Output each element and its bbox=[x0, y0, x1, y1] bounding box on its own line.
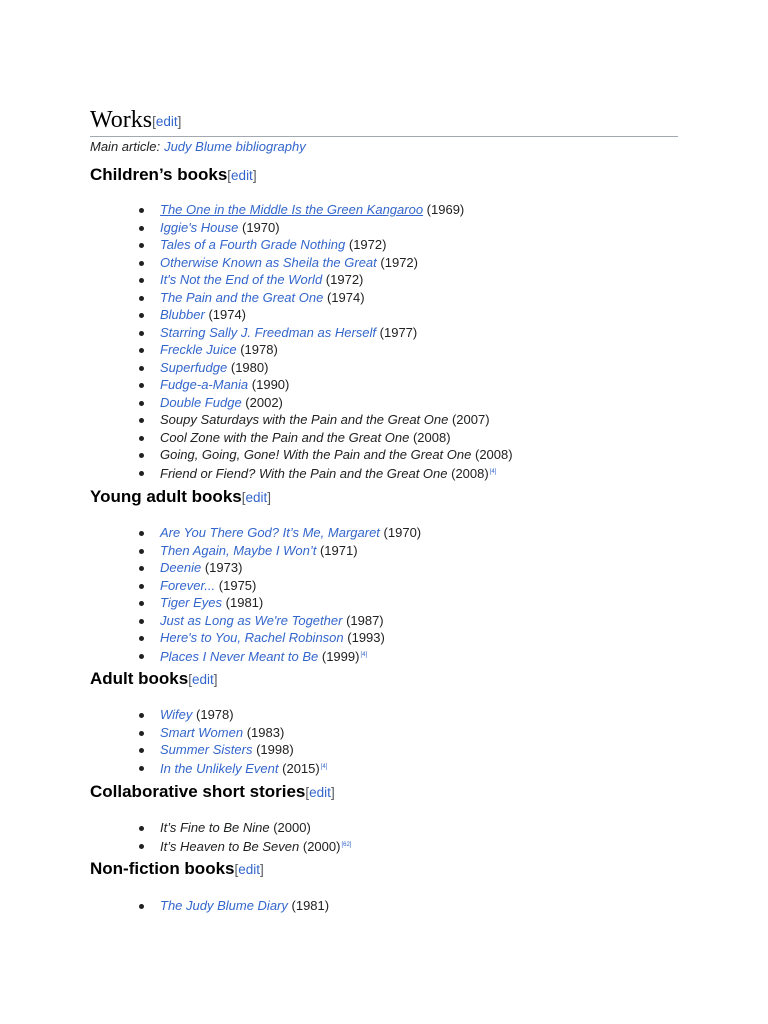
book-title-link[interactable]: Just as Long as We're Together bbox=[160, 612, 343, 628]
book-title-link[interactable]: The Pain and the Great One bbox=[160, 289, 324, 305]
works-heading-text: Works bbox=[90, 107, 153, 133]
edit-link-childrens-books[interactable]: [edit] bbox=[227, 168, 257, 183]
list-item: Just as Long as We're Together (1987) bbox=[0, 612, 421, 630]
adult-heading-text: Adult books bbox=[90, 669, 189, 688]
story-title: It’s Fine to Be Nine bbox=[160, 820, 270, 835]
list-item: Fudge-a-Mania (1990) bbox=[0, 376, 513, 394]
book-title-link[interactable]: Freckle Juice bbox=[160, 342, 237, 357]
childrens-books-list bbox=[0, 201, 513, 481]
main-article-hatnote bbox=[90, 139, 306, 154]
section-heading-collaborative-short-stories bbox=[90, 781, 335, 804]
list-item: Superfudge (1980) bbox=[0, 359, 513, 377]
list-item: Iggie's House (1970) bbox=[0, 219, 513, 237]
main-article-prefix: Main article: bbox=[90, 139, 161, 154]
list-item: It's Not the End of the World (1972) bbox=[0, 271, 513, 289]
section-heading-non-fiction-books bbox=[90, 858, 264, 881]
section-heading-young-adult-books bbox=[90, 486, 271, 509]
book-title: Soupy Saturdays with the Pain and the Great One bbox=[160, 412, 449, 427]
edit-link-collaborative-short-stories[interactable]: [edit] bbox=[305, 785, 335, 800]
list-item: Then Again, Maybe I Won’t (1971) bbox=[0, 542, 421, 560]
list-item: Here's to You, Rachel Robinson (1993) bbox=[0, 629, 421, 647]
list-item: Deenie (1973) bbox=[0, 559, 421, 577]
section-heading-adult-books bbox=[90, 668, 218, 691]
list-item: Tiger Eyes (1981) bbox=[0, 594, 421, 612]
section-heading-childrens-books bbox=[90, 164, 257, 187]
adult-books-list bbox=[0, 706, 327, 776]
list-item: Cool Zone with the Pain and the Great One (2008) bbox=[0, 429, 513, 447]
story-title: It’s Heaven to Be Seven bbox=[160, 838, 300, 854]
edit-link-non-fiction-books[interactable]: [edit] bbox=[234, 862, 264, 877]
list-item: The Pain and the Great One (1974) bbox=[0, 289, 513, 307]
nonfiction-heading-text: Non-fiction books bbox=[90, 859, 235, 878]
edit-link-young-adult-books[interactable]: [edit] bbox=[241, 490, 272, 505]
book-title-link[interactable]: Tales of a Fourth Grade Nothing bbox=[160, 237, 346, 252]
book-title: Friend or Fiend? With the Pain and the Great One bbox=[160, 465, 448, 481]
list-item: Blubber (1974) bbox=[0, 306, 513, 324]
book-title-link[interactable]: Fudge-a-Mania bbox=[160, 377, 249, 392]
list-item: The Judy Blume Diary (1981) bbox=[0, 897, 329, 915]
list-item: Tales of a Fourth Grade Nothing (1972) bbox=[0, 236, 513, 254]
book-title-link[interactable]: Deenie bbox=[160, 560, 202, 575]
citation-link[interactable]: [62] bbox=[341, 841, 352, 848]
list-item: The One in the Middle Is the Green Kangaroo (1969) bbox=[0, 201, 513, 219]
book-title-link[interactable]: Summer Sisters bbox=[160, 742, 253, 757]
list-item: Forever... (1975) bbox=[0, 577, 421, 595]
non-fiction-books-list bbox=[0, 897, 329, 915]
book-title: Cool Zone with the Pain and the Great One bbox=[160, 429, 410, 445]
citation-link[interactable]: [4] bbox=[320, 763, 328, 770]
list-item: Double Fudge (2002) bbox=[0, 394, 513, 412]
book-title-link[interactable]: Then Again, Maybe I Won’t bbox=[160, 542, 317, 558]
book-title-link[interactable]: Blubber bbox=[160, 307, 205, 322]
book-title-link[interactable]: Here's to You, Rachel Robinson bbox=[160, 630, 344, 645]
list-item: Going, Going, Gone! With the Pain and the Great One (2008) bbox=[0, 446, 513, 464]
list-item: Places I Never Meant to Be (1999)[4] bbox=[0, 647, 421, 665]
young-adult-heading-text: Young adult books bbox=[90, 487, 242, 506]
citation-link[interactable]: [4] bbox=[489, 468, 497, 475]
book-title-link[interactable]: Smart Women bbox=[160, 724, 244, 740]
book-title-link[interactable]: In the Unlikely Event bbox=[160, 760, 279, 776]
list-item: Friend or Fiend? With the Pain and the Great One (2008)[4] bbox=[0, 464, 513, 482]
childrens-heading-text: Children’s books bbox=[90, 165, 228, 184]
list-item: Starring Sally J. Freedman as Herself (1977) bbox=[0, 324, 513, 342]
book-title-link[interactable]: Otherwise Known as Sheila the Great bbox=[160, 254, 377, 270]
list-item: Soupy Saturdays with the Pain and the Great One (2007) bbox=[0, 411, 513, 429]
collab-heading-text: Collaborative short stories bbox=[90, 782, 306, 801]
book-title-link[interactable]: Tiger Eyes bbox=[160, 595, 223, 610]
main-article-link[interactable]: Judy Blume bibliography bbox=[164, 139, 306, 154]
list-item: It’s Fine to Be Nine (2000) bbox=[0, 819, 351, 837]
list-item: Wifey (1978) bbox=[0, 706, 327, 724]
section-heading-works bbox=[90, 105, 678, 137]
list-item: Smart Women (1983) bbox=[0, 724, 327, 742]
book-title-link[interactable]: Are You There God? It’s Me, Margaret bbox=[160, 525, 380, 540]
collaborative-stories-list bbox=[0, 819, 351, 854]
book-title-link[interactable]: Double Fudge bbox=[160, 394, 242, 410]
book-title-link[interactable]: Wifey bbox=[160, 707, 193, 722]
book-title-link[interactable]: Forever... bbox=[160, 577, 216, 593]
book-title: Going, Going, Gone! With the Pain and the Great One bbox=[160, 447, 472, 462]
list-item: Freckle Juice (1978) bbox=[0, 341, 513, 359]
book-title-link[interactable]: The One in the Middle Is the Green Kangaroo bbox=[160, 202, 424, 217]
list-item: Otherwise Known as Sheila the Great (1972) bbox=[0, 254, 513, 272]
book-title-link[interactable]: Superfudge bbox=[160, 359, 228, 375]
citation-link[interactable]: [4] bbox=[360, 651, 368, 658]
book-title-link[interactable]: Iggie's House bbox=[160, 219, 239, 235]
list-item: Summer Sisters (1998) bbox=[0, 741, 327, 759]
edit-link-works[interactable]: [edit] bbox=[152, 114, 182, 129]
list-item: It’s Heaven to Be Seven (2000)[62] bbox=[0, 837, 351, 855]
book-title-link[interactable]: Places I Never Meant to Be bbox=[160, 648, 319, 664]
book-title-link[interactable]: Starring Sally J. Freedman as Herself bbox=[160, 324, 377, 340]
list-item: In the Unlikely Event (2015)[4] bbox=[0, 759, 327, 777]
list-item: Are You There God? It’s Me, Margaret (1970) bbox=[0, 524, 421, 542]
book-title-link[interactable]: It's Not the End of the World bbox=[160, 272, 323, 287]
edit-link-adult-books[interactable]: [edit] bbox=[188, 672, 218, 687]
young-adult-books-list bbox=[0, 524, 421, 664]
book-title-link[interactable]: The Judy Blume Diary bbox=[160, 898, 288, 913]
